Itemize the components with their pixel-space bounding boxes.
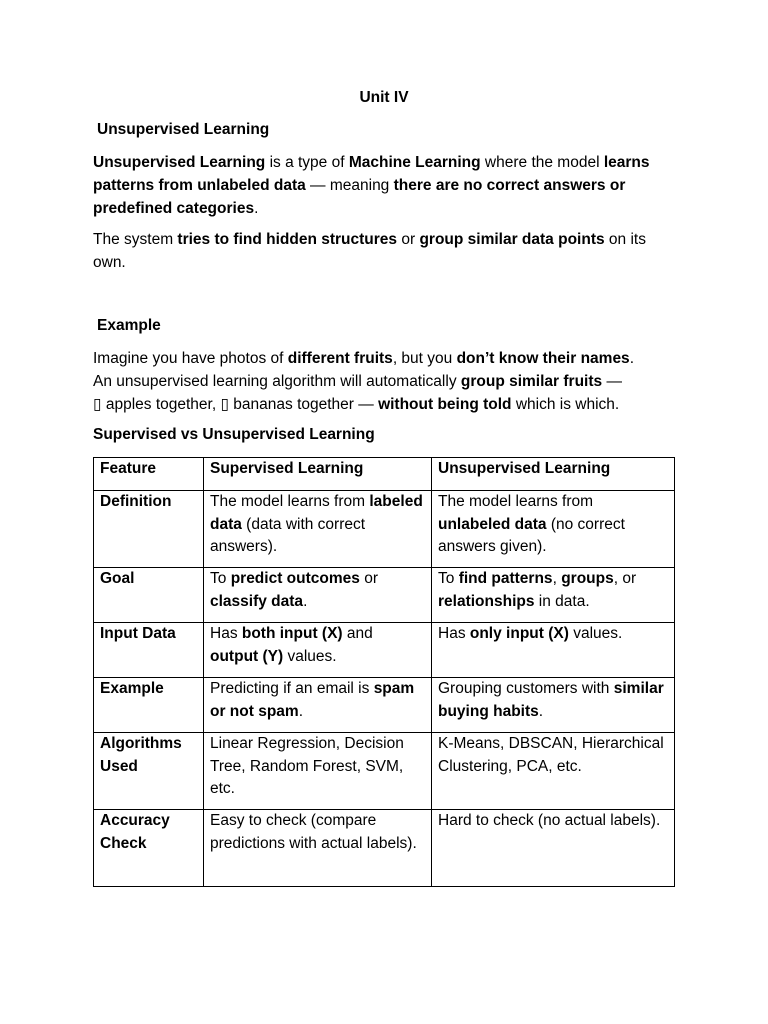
cell-seg: (no correct answers given). [438, 515, 625, 555]
unit-title: Unit IV [359, 89, 409, 106]
cell-seg: only input (X) [469, 625, 569, 642]
table-row [94, 568, 675, 623]
cell-seg: Has [210, 625, 242, 642]
cell-seg: , or [613, 570, 637, 587]
cell-seg: , [552, 570, 562, 587]
example-line-1 [93, 347, 693, 370]
table-row [94, 491, 675, 568]
cell-seg: To [438, 570, 459, 587]
feature-cell: Definition [94, 491, 204, 568]
intro-p2-seg: tries to find hidden structures [177, 231, 398, 248]
intro-p2-seg: on its own. [93, 231, 646, 271]
supervised-cell [204, 568, 432, 623]
feature-cell: Input Data [94, 623, 204, 678]
cell-seg: spam or not spam [210, 680, 415, 720]
cell-seg: output (Y) [210, 647, 284, 665]
table-row [94, 678, 675, 733]
intro-p2-seg: The system [93, 231, 178, 248]
cell-seg: Predicting if an email is [210, 680, 374, 697]
example-seg: ▯ apples together, ▯ bananas together — [93, 396, 379, 413]
cell-seg: To [210, 570, 231, 587]
example-seg: . [629, 350, 634, 367]
table-header-cell: Unsupervised Learning [432, 458, 675, 491]
table-row [94, 733, 675, 810]
cell-seg: similar buying habits [438, 680, 664, 720]
supervised-cell [204, 623, 432, 678]
intro-p1-seg: Machine Learning [348, 154, 481, 171]
table-header-row [94, 458, 675, 491]
unsupervised-cell [432, 678, 675, 733]
cell-seg: labeled data [210, 493, 423, 533]
feature-cell: Accuracy Check [94, 810, 204, 887]
table-header-cell: Feature [94, 458, 204, 491]
example-seg: Imagine you have photos of [93, 350, 288, 367]
intro-paragraph-2 [93, 228, 673, 274]
cell-seg: find patterns [458, 570, 553, 587]
cell-seg: or [359, 570, 378, 587]
cell-seg: . [298, 702, 304, 720]
cell-seg: The model learns from [438, 493, 594, 510]
supervised-cell [204, 491, 432, 568]
example-seg: , but you [392, 350, 457, 367]
feature-cell: Example [94, 678, 204, 733]
feature-cell: Goal [94, 568, 204, 623]
intro-p1-seg: Unsupervised Learning [93, 154, 266, 171]
unsupervised-cell [432, 733, 675, 810]
cell-seg: . [538, 702, 544, 720]
unsupervised-cell [432, 623, 675, 678]
example-seg: without being told [378, 396, 512, 413]
cell-seg: classify data [210, 592, 304, 610]
unsupervised-cell [432, 568, 675, 623]
supervised-cell [204, 678, 432, 733]
cell-seg: Has [438, 625, 470, 642]
comparison-heading: Supervised vs Unsupervised Learning [93, 426, 375, 443]
supervised-cell [204, 810, 432, 887]
example-seg: An unsupervised learning algorithm will automatically [93, 373, 461, 390]
intro-paragraph-1 [93, 151, 673, 220]
example-line-3 [93, 393, 693, 416]
comparison-table [93, 457, 675, 887]
unsupervised-cell [432, 810, 675, 887]
intro-p1-seg: is a type of [265, 154, 349, 171]
unsupervised-cell [432, 491, 675, 568]
cell-seg: Grouping customers with [438, 680, 614, 697]
table-row [94, 623, 675, 678]
cell-seg: and [342, 625, 373, 642]
cell-seg: Hard to check (no actual labels). [438, 812, 661, 829]
cell-seg: values. [283, 647, 337, 665]
cell-seg: Linear Regression, Decision Tree, Random Forest, SVM, etc. [210, 735, 404, 797]
intro-p1-seg: learns patterns from unlabeled data [93, 154, 650, 194]
cell-seg: . [303, 592, 308, 610]
table-header-cell: Supervised Learning [204, 458, 432, 491]
example-seg: don’t know their names [456, 350, 630, 367]
example-heading: Example [97, 317, 161, 334]
example-seg: different fruits [287, 350, 393, 367]
cell-seg: Easy to check (compare predictions with actual labels). [210, 812, 417, 852]
intro-p2-seg: group similar data points [419, 231, 605, 248]
cell-seg: unlabeled data [438, 515, 547, 533]
supervised-cell [204, 733, 432, 810]
intro-p1-seg: where the model [480, 154, 604, 171]
example-seg: group similar fruits [460, 373, 603, 390]
cell-seg: relationships [438, 592, 535, 610]
table-row [94, 810, 675, 887]
cell-seg: in data. [534, 592, 590, 610]
cell-seg: The model learns from [210, 493, 370, 510]
intro-p1-seg: . [254, 200, 259, 217]
example-paragraph [93, 347, 693, 416]
intro-p1-seg: — meaning [305, 177, 394, 194]
example-line-2 [93, 370, 693, 393]
example-seg: which is which. [511, 396, 620, 413]
example-seg: — [602, 373, 622, 390]
cell-seg: predict outcomes [230, 570, 360, 587]
intro-p2-seg: or [397, 231, 420, 248]
cell-seg: both input (X) [241, 625, 343, 642]
intro-p1-seg: there are no correct answers or predefined categories [93, 177, 626, 217]
feature-cell: Algorithms Used [94, 733, 204, 810]
cell-seg: values. [568, 625, 623, 642]
section-heading: Unsupervised Learning [97, 121, 270, 138]
cell-seg: groups [561, 570, 614, 587]
cell-seg: (data with correct answers). [210, 515, 366, 555]
cell-seg: K-Means, DBSCAN, Hierarchical Clustering, PCA, etc. [438, 735, 664, 775]
